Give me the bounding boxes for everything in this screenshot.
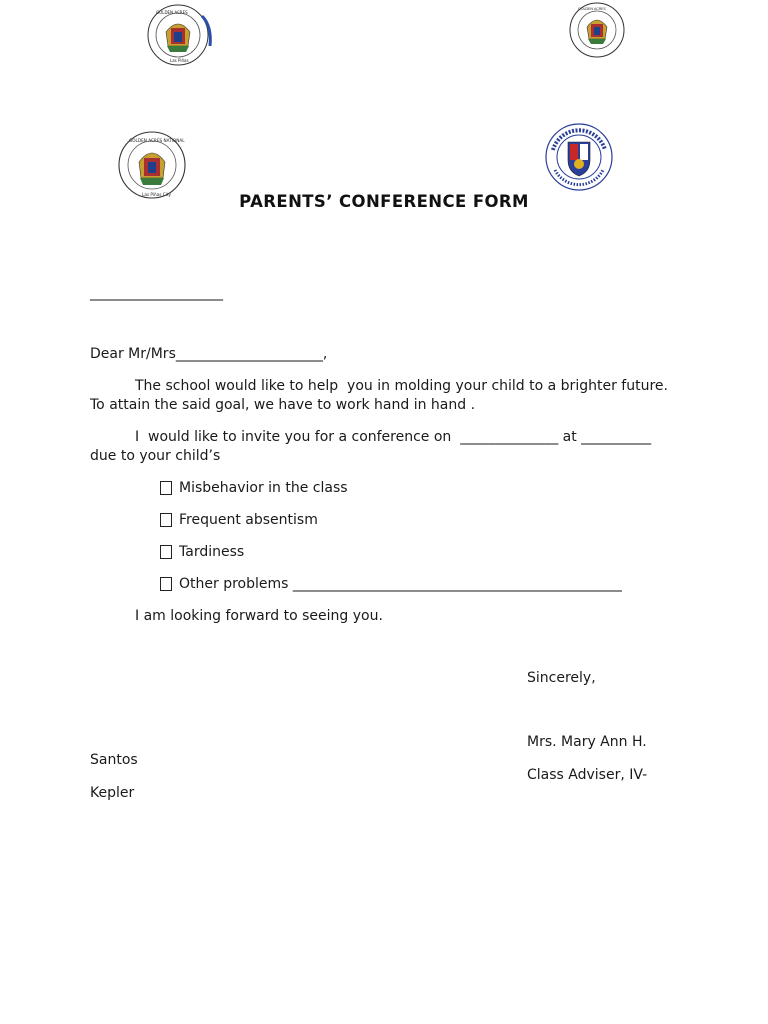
svg-text:Las Piñas City: Las Piñas City [142, 192, 171, 197]
option-absentism-label: Frequent absentism [179, 512, 318, 528]
paragraph-1-line-2: To attain the said goal, we have to work hand in hand . [90, 397, 476, 413]
svg-text:GOLDEN ACRES: GOLDEN ACRES [578, 7, 606, 11]
page-title: PARENTS’ CONFERENCE FORM [239, 192, 529, 211]
option-misbehavior[interactable] [160, 479, 348, 497]
closing-line: I am looking forward to seeing you. [135, 608, 383, 624]
signature-name-wrap: Santos [90, 752, 138, 768]
option-misbehavior-label: Misbehavior in the class [179, 480, 348, 496]
date-line: ___________________ [90, 285, 223, 301]
paragraph-2-line-2: due to your child’s [90, 448, 221, 464]
option-absentism[interactable] [160, 511, 318, 529]
sincerely: Sincerely, [527, 670, 596, 686]
checkbox-absentism[interactable] [160, 513, 172, 527]
option-tardiness-label: Tardiness [179, 544, 245, 560]
signature-position: Class Adviser, IV- [527, 767, 648, 783]
salutation: Dear Mr/Mrs_____________________, [90, 346, 328, 362]
paragraph-1-line-1: The school would like to help you in molding your child to a brighter future. [135, 378, 668, 394]
svg-text:GOLDEN ACRES: GOLDEN ACRES [156, 10, 188, 15]
svg-text:GOLDEN ACRES NATIONAL: GOLDEN ACRES NATIONAL [129, 138, 185, 143]
checkbox-other-problems[interactable] [160, 577, 172, 591]
signature-name: Mrs. Mary Ann H. [527, 734, 647, 750]
option-tardiness[interactable] [160, 543, 244, 561]
school-seal-left [115, 130, 191, 200]
school-seal-top-left [140, 2, 220, 68]
paragraph-2-line-1: I would like to invite you for a conference on ______________ at __________ [135, 429, 652, 445]
school-seal-top-right [568, 1, 628, 59]
option-other-problems-label: Other problems _______________________________________________ [179, 576, 622, 592]
option-other-problems[interactable] [160, 575, 622, 593]
svg-text:Las Piñas: Las Piñas [170, 58, 189, 63]
signature-position-wrap: Kepler [90, 785, 135, 801]
checkbox-misbehavior[interactable] [160, 481, 172, 495]
deped-seal [544, 122, 614, 192]
checkbox-tardiness[interactable] [160, 545, 172, 559]
